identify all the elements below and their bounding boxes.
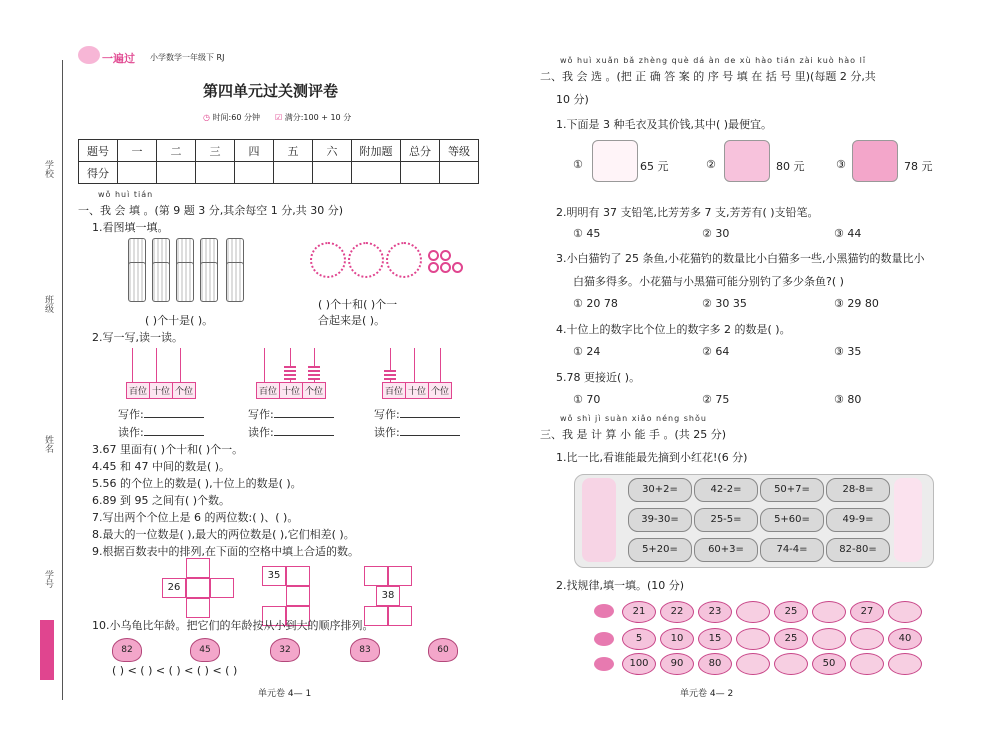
pattern-value: 80: [698, 653, 732, 675]
pattern-blank[interactable]: [812, 601, 846, 623]
q1-b2: 合起来是( )。: [318, 314, 386, 327]
pattern-blank[interactable]: [812, 628, 846, 650]
abacus-rod: [132, 348, 133, 382]
q6: 6.89 到 95 之间有( )个数。: [92, 494, 231, 507]
grid-cell[interactable]: [388, 566, 412, 586]
score-cell[interactable]: [196, 162, 235, 184]
q8: 8.最大的一位数是( ),最大的两位数是( ),它们相差( )。: [92, 528, 355, 541]
q2-label: 2.写一写,读一读。: [92, 331, 183, 344]
caterpillar-head-icon: [594, 657, 614, 671]
turtle-60: 60: [428, 638, 458, 662]
turtle-32: 32: [270, 638, 300, 662]
stick-bundle: [200, 262, 218, 302]
c4-opt2: ② 64: [702, 345, 730, 358]
q5: 5.56 的个位上的数是( ),十位上的数是( )。: [92, 477, 302, 490]
grid-cell-filled: 38: [376, 586, 400, 606]
pattern-value: 50: [812, 653, 846, 675]
score-cell[interactable]: [235, 162, 274, 184]
th-extra: 附加题: [352, 140, 401, 162]
th-3: 三: [196, 140, 235, 162]
check-icon: ☑: [275, 113, 283, 122]
pattern-blank[interactable]: [850, 628, 884, 650]
pattern-value: 5: [622, 628, 656, 650]
brand-logo: 一遍过: [102, 52, 135, 65]
write-blank[interactable]: [400, 407, 460, 418]
stick-bundle: [152, 262, 170, 302]
place-value-row: 百位 十位 个位: [382, 382, 452, 399]
sec2-pinyin: wǒ huì xuǎn bǎ zhèng què dá àn de xù hào tián zài kuò hào lǐ: [560, 56, 867, 65]
read-blank[interactable]: [144, 425, 204, 436]
score-cell[interactable]: [401, 162, 440, 184]
c4-opt1: ① 24: [573, 345, 601, 358]
c1-price1: 65 元: [640, 160, 669, 173]
stick-bundle: [128, 262, 146, 302]
grid-cell[interactable]: [186, 558, 210, 578]
abacus-beads: [308, 366, 320, 380]
c2-opt3: ③ 44: [834, 227, 862, 240]
header-subtitle: 小学数学一年级下 RJ: [150, 53, 225, 62]
score-cell[interactable]: [313, 162, 352, 184]
read-row: 读作:: [248, 424, 334, 440]
pattern-value: 23: [698, 601, 732, 623]
calc-label: 1.比一比,看谁能最先摘到小红花!(6 分): [556, 451, 748, 464]
pattern-value: 25: [774, 628, 808, 650]
pattern-value: 27: [850, 601, 884, 623]
td-score-label: 得分: [79, 162, 118, 184]
grid-cell[interactable]: [186, 578, 210, 598]
th-2: 二: [157, 140, 196, 162]
stick-bundle: [226, 262, 244, 302]
q7: 7.写出两个个位上是 6 的两位数:( )、( )。: [92, 511, 299, 524]
c3-opt2: ② 30 35: [702, 297, 747, 310]
th-4: 四: [235, 140, 274, 162]
th-6: 六: [313, 140, 352, 162]
flower-icon: [894, 478, 922, 562]
calc-stone[interactable]: 28-8=: [826, 478, 890, 502]
c1-question: 1.下面是 3 种毛衣及其价钱,其中( )最便宜。: [556, 118, 773, 131]
footer-right: 单元卷 4— 2: [680, 689, 734, 699]
calc-stone[interactable]: 25-5=: [694, 508, 758, 532]
pattern-value: 100: [622, 653, 656, 675]
pattern-value: 40: [888, 628, 922, 650]
calc-stone[interactable]: 60+3=: [694, 538, 758, 562]
c2-question: 2.明明有 37 支铅笔,比芳芳多 7 支,芳芳有( )支铅笔。: [556, 206, 819, 219]
th-1: 一: [118, 140, 157, 162]
time-label: ◷ 时间:60 分钟: [203, 113, 260, 122]
grid-cell[interactable]: [364, 566, 388, 586]
c3-question-2: 白猫多得多。小花猫与小黑猫可能分别钓了多少条鱼?( ): [573, 275, 844, 288]
pattern-value: 90: [660, 653, 694, 675]
calc-stone[interactable]: 50+7=: [760, 478, 824, 502]
grid-cell-filled: 35: [262, 566, 286, 586]
bead-ring: [348, 242, 384, 278]
q1-label: 1.看图填一填。: [92, 221, 169, 234]
calc-stone[interactable]: 82-80=: [826, 538, 890, 562]
bead: [440, 250, 451, 261]
c1-opt2: ②: [706, 158, 716, 171]
abacus-rod: [414, 348, 415, 382]
score-cell[interactable]: [157, 162, 196, 184]
margin-line: [62, 60, 63, 700]
turtle-82: 82: [112, 638, 142, 662]
read-row: 读作:: [374, 424, 460, 440]
pattern-blank[interactable]: [774, 653, 808, 675]
calc-stone[interactable]: 5+20=: [628, 538, 692, 562]
pattern-blank[interactable]: [888, 653, 922, 675]
c1-opt3: ③: [836, 158, 846, 171]
read-blank[interactable]: [274, 425, 334, 436]
turtle-83: 83: [350, 638, 380, 662]
c1-price3: 78 元: [904, 160, 933, 173]
score-table: [78, 139, 479, 184]
place-value-row: 百位 十位 个位: [256, 382, 326, 399]
side-label-school: 学校: [43, 160, 53, 178]
side-label-class: 班级: [43, 295, 53, 313]
pattern-blank[interactable]: [850, 653, 884, 675]
sec2-title2: 10 分): [556, 93, 589, 106]
score-cell[interactable]: [118, 162, 157, 184]
c3-opt3: ③ 29 80: [834, 297, 879, 310]
pattern-value: 21: [622, 601, 656, 623]
calc-stone[interactable]: 30+2=: [628, 478, 692, 502]
pattern-value: 15: [698, 628, 732, 650]
sec1-pinyin: wǒ huì tián: [98, 190, 154, 199]
footer-left: 单元卷 4— 1: [258, 689, 312, 699]
caterpillar-head-icon: [594, 604, 614, 618]
c1-opt1: ①: [573, 158, 583, 171]
calc-stone[interactable]: 42-2=: [694, 478, 758, 502]
grid-cell[interactable]: [186, 598, 210, 618]
grid-cell[interactable]: [286, 586, 310, 606]
th-no: 题号: [79, 140, 118, 162]
write-row: 写作:: [118, 406, 204, 422]
sweater-2-icon: [724, 140, 770, 182]
c5-opt3: ③ 80: [834, 393, 862, 406]
pattern-blank[interactable]: [736, 628, 770, 650]
c2-opt2: ② 30: [702, 227, 730, 240]
c2-opt1: ① 45: [573, 227, 601, 240]
q3: 3.67 里面有( )个十和( )个一。: [92, 443, 244, 456]
clock-icon: ◷: [203, 113, 210, 122]
calc-stone[interactable]: 49-9=: [826, 508, 890, 532]
score-cell[interactable]: [352, 162, 401, 184]
bead: [428, 262, 439, 273]
abacus-rod: [440, 348, 441, 382]
grid-cell-filled: 26: [162, 578, 186, 598]
c5-opt2: ② 75: [702, 393, 730, 406]
bead: [440, 262, 451, 273]
score-cell[interactable]: [440, 162, 479, 184]
q1-b1: ( )个十和( )个一: [318, 298, 398, 311]
logo-icon: [78, 46, 100, 64]
turtle-45: 45: [190, 638, 220, 662]
page-title: 第四单元过关测评卷: [203, 82, 339, 100]
bead-ring: [310, 242, 346, 278]
bead-ring: [386, 242, 422, 278]
abacus-rod: [264, 348, 265, 382]
sec3-pinyin: wǒ shì jì suàn xiǎo néng shǒu: [560, 414, 707, 423]
score-label: ☑ 满分:100 + 10 分: [275, 113, 352, 122]
side-label-id: 学号: [43, 570, 53, 588]
bead: [452, 262, 463, 273]
sweater-3-icon: [852, 140, 898, 182]
sec3-title: 三、我 是 计 算 小 能 手 。(共 25 分): [540, 428, 727, 441]
sec2-title: 二、我 会 选 。(把 正 确 答 案 的 序 号 填 在 括 号 里)(每题 2 分,共: [540, 70, 876, 83]
place-value-row: 百位 十位 个位: [126, 382, 196, 399]
write-blank[interactable]: [274, 407, 334, 418]
c5-question: 5.78 更接近( )。: [556, 371, 641, 384]
c4-opt3: ③ 35: [834, 345, 862, 358]
c3-question-1: 3.小白猫钓了 25 条鱼,小花猫钓的数量比小白猫多一些,小黑猫钓的数量比小: [556, 252, 925, 265]
q1-a: ( )个十是( )。: [145, 314, 214, 327]
pattern-value: 25: [774, 601, 808, 623]
abacus-beads: [384, 370, 396, 380]
pattern-blank[interactable]: [736, 653, 770, 675]
grid-cell[interactable]: [388, 606, 412, 626]
c5-opt1: ① 70: [573, 393, 601, 406]
stick-bundle: [176, 262, 194, 302]
q4: 4.45 和 47 中间的数是( )。: [92, 460, 231, 473]
write-row: 写作:: [248, 406, 334, 422]
q10-label: 10.小乌龟比年龄。把它们的年龄按从小到大的顺序排列。: [92, 619, 374, 632]
write-row: 写作:: [374, 406, 460, 422]
animals-icon: [582, 478, 616, 562]
th-5: 五: [274, 140, 313, 162]
th-total: 总分: [401, 140, 440, 162]
sec1-title: 一、我 会 填 。(第 9 题 3 分,其余每空 1 分,共 30 分): [78, 204, 344, 217]
read-row: 读作:: [118, 424, 204, 440]
calc-stone[interactable]: 5+60=: [760, 508, 824, 532]
side-label-name: 姓名: [43, 435, 53, 453]
c3-opt1: ① 20 78: [573, 297, 618, 310]
pattern-blank[interactable]: [888, 601, 922, 623]
score-cell[interactable]: [274, 162, 313, 184]
c1-price2: 80 元: [776, 160, 805, 173]
abacus-beads: [284, 366, 296, 380]
calc-stone[interactable]: 74-4=: [760, 538, 824, 562]
pattern-value: 22: [660, 601, 694, 623]
read-blank[interactable]: [400, 425, 460, 436]
pattern-label: 2.找规律,填一填。(10 分): [556, 579, 685, 592]
write-blank[interactable]: [144, 407, 204, 418]
grid-cell[interactable]: [210, 578, 234, 598]
calc-stone[interactable]: 39-30=: [628, 508, 692, 532]
pattern-blank[interactable]: [736, 601, 770, 623]
bead: [428, 250, 439, 261]
q10-answer-line: ( ) < ( ) < ( ) < ( ) < ( ): [112, 664, 238, 677]
abacus-rod: [180, 348, 181, 382]
c4-question: 4.十位上的数字比个位上的数字多 2 的数是( )。: [556, 323, 791, 336]
th-grade: 等级: [440, 140, 479, 162]
brand-strip: [40, 620, 54, 680]
q9-label: 9.根据百数表中的排列,在下面的空格中填上合适的数。: [92, 545, 359, 558]
abacus-rod: [156, 348, 157, 382]
caterpillar-head-icon: [594, 632, 614, 646]
grid-cell[interactable]: [286, 566, 310, 586]
pattern-value: 10: [660, 628, 694, 650]
sweater-1-icon: [592, 140, 638, 182]
